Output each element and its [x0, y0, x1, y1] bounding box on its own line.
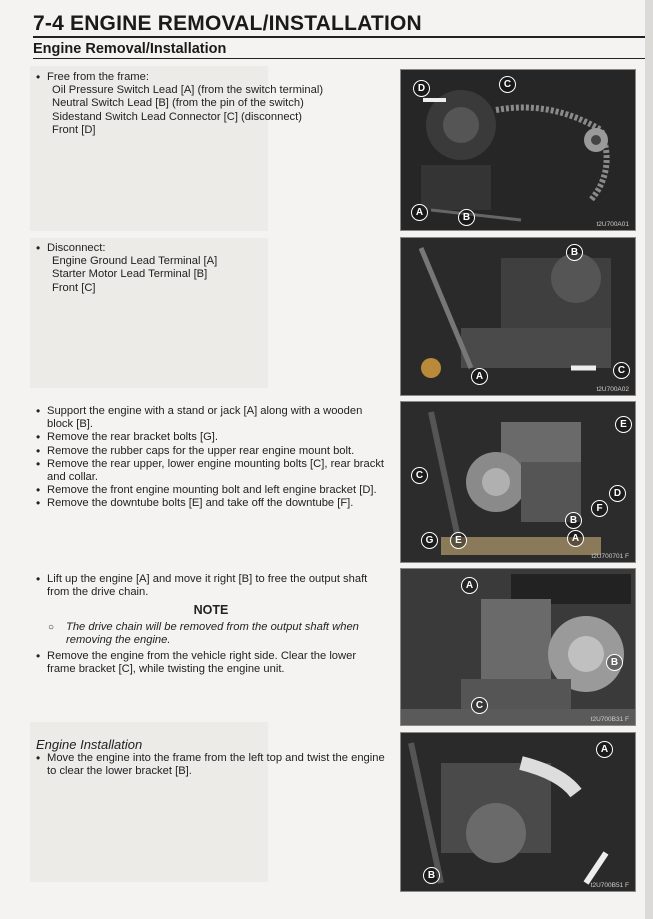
- list-item: • Support the engine with a stand or jack [A] along with a wooden block [B].: [36, 405, 386, 431]
- callout-label: A: [411, 204, 428, 221]
- callout-label: B: [423, 867, 440, 884]
- note-title: NOTE: [193, 603, 229, 618]
- section-title: Engine Removal/Installation: [33, 41, 227, 57]
- photo-code: t2U700A02: [596, 386, 629, 393]
- list-item: • Remove the front engine mounting bolt and left engine bracket [D].: [36, 484, 386, 497]
- callout-label: A: [596, 741, 613, 758]
- list-item: • Remove the rear upper, lower engine mounting bolts [C], rear brackt and collar.: [36, 458, 386, 484]
- engine-photo-art: [401, 70, 635, 230]
- callout-label: E: [615, 416, 632, 433]
- list-item: • Move the engine into the frame from the left top and twist the engine to clear the lower bracket [B].: [36, 752, 386, 778]
- callout-label: D: [413, 80, 430, 97]
- step-support-engine: [36, 405, 386, 511]
- page-title: 7-4 ENGINE REMOVAL/INSTALLATION: [33, 12, 422, 35]
- callout-label: F: [591, 500, 608, 517]
- subtitle-rule: [33, 58, 645, 59]
- engine-photo-1: [400, 69, 636, 231]
- engine-photo-art: [401, 569, 635, 725]
- list-item: Front [D]: [52, 123, 96, 136]
- list-item: • Lift up the engine [A] and move it right [B] to free the output shaft from the drive chain.: [36, 573, 386, 599]
- list-item: • Remove the rear bracket bolts [G].: [36, 431, 386, 444]
- engine-photo-5: [400, 732, 636, 892]
- callout-label: C: [411, 467, 428, 484]
- engine-photo-4: [400, 568, 636, 726]
- step-lead: • Free from the frame:: [36, 71, 386, 84]
- engine-photo-art: [401, 238, 635, 395]
- photo-code: t2U700701 F: [591, 553, 629, 560]
- note-text: ○ The drive chain will be removed from the output shaft when removing the engine.: [36, 621, 386, 647]
- list-item: Sidestand Switch Lead Connector [C] (disconnect): [52, 110, 302, 123]
- list-item: • Remove the downtube bolts [E] and take off the downtube [F].: [36, 497, 386, 510]
- callout-label: C: [613, 362, 630, 379]
- list-item: Oil Pressure Switch Lead [A] (from the switch terminal): [52, 84, 324, 97]
- photo-code: t2U700A01: [596, 221, 629, 228]
- step-engine-installation: [36, 738, 386, 779]
- callout-label: C: [471, 697, 488, 714]
- subsection-heading: Engine Installation: [36, 737, 143, 752]
- callout-label: E: [450, 532, 467, 549]
- engine-photo-3: [400, 401, 636, 563]
- step-lift-engine: [36, 573, 386, 676]
- engine-photo-2: [400, 237, 636, 396]
- page-edge: [645, 0, 653, 919]
- step-lead: • Disconnect:: [36, 242, 386, 255]
- photo-code: t2U700B31 F: [590, 716, 629, 723]
- title-rule: [33, 36, 645, 38]
- step-disconnect: [36, 242, 386, 295]
- list-item: Neutral Switch Lead [B] (from the pin of the switch): [52, 97, 304, 110]
- callout-label: D: [609, 485, 626, 502]
- step-free-from-frame: [36, 71, 386, 137]
- callout-label: A: [471, 368, 488, 385]
- callout-label: A: [567, 530, 584, 547]
- list-item: Engine Ground Lead Terminal [A]: [52, 255, 218, 268]
- callout-label: B: [606, 654, 623, 671]
- list-item: Starter Motor Lead Terminal [B]: [52, 268, 208, 281]
- list-item: Front [C]: [52, 281, 96, 294]
- callout-label: B: [565, 512, 582, 529]
- list-item: • Remove the rubber caps for the upper rear engine mount bolt.: [36, 445, 386, 458]
- photo-code: t2U700B51 F: [590, 882, 629, 889]
- callout-label: B: [458, 209, 475, 226]
- callout-label: B: [566, 244, 583, 261]
- list-item: • Remove the engine from the vehicle right side. Clear the lower frame bracket [C], while twisting the engine unit.: [36, 650, 386, 676]
- callout-label: C: [499, 76, 516, 93]
- callout-label: G: [421, 532, 438, 549]
- callout-label: A: [461, 577, 478, 594]
